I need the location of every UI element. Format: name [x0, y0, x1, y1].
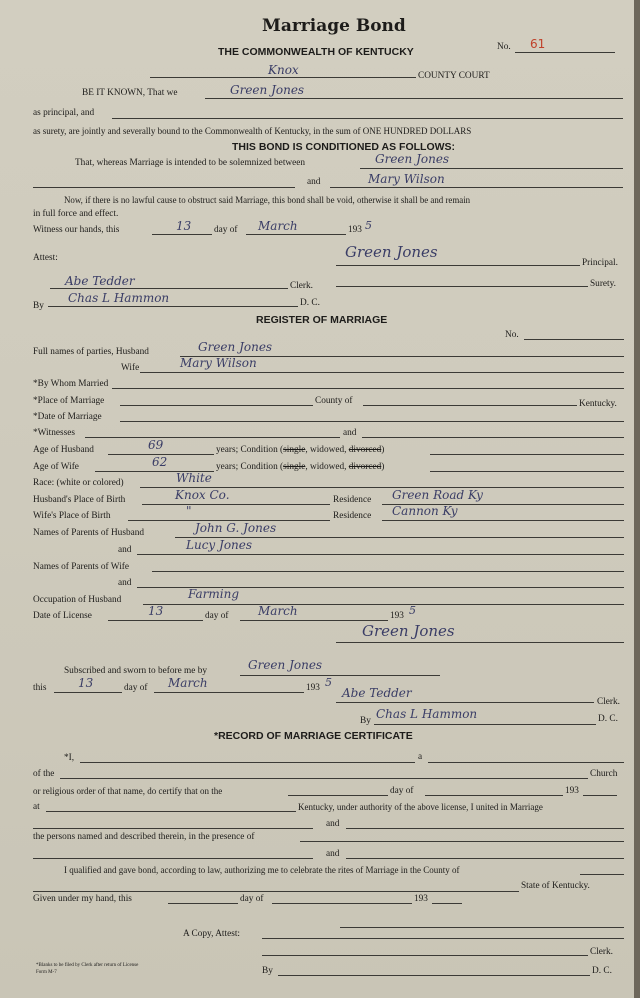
- copy-by-label: By: [262, 966, 273, 976]
- whereas-text: That, whereas Marriage is intended to be solemnized between: [75, 158, 306, 168]
- surety-line: as surety, are jointly and severally bound to the Commonwealth of Kentucky, in the sum of ONE HUNDRED DOLLARS: [33, 126, 472, 136]
- no-label: No.: [497, 42, 511, 52]
- cert-of-the: of the: [33, 769, 55, 779]
- age-husband-label: Age of Husband: [33, 445, 94, 455]
- sub-year-prefix: 193: [306, 683, 320, 693]
- commonwealth-heading: THE COMMONWEALTH OF KENTUCKY: [218, 46, 414, 58]
- given-label: Given under my hand, this: [33, 894, 132, 904]
- wife-residence-label: Residence: [333, 511, 372, 521]
- be-it-known: BE IT KNOWN, That we: [82, 88, 178, 98]
- wife-name: Mary Wilson: [180, 356, 257, 370]
- witnesses-and: and: [343, 428, 357, 438]
- sub-dc-label: D. C.: [598, 714, 618, 724]
- county-value: Knox: [268, 63, 299, 77]
- wife-birth: ": [186, 504, 192, 518]
- bond-number: 61: [530, 37, 546, 51]
- full-names-label: Full names of parties, Husband: [33, 347, 149, 357]
- principal-signature: Green Jones: [345, 243, 438, 261]
- lawful-cause-2: in full force and effect.: [33, 209, 119, 219]
- occupation-value: Farming: [188, 587, 240, 601]
- by-whom-label: *By Whom Married: [33, 379, 109, 389]
- witnesses-label: *Witnesses: [33, 428, 75, 438]
- clerk-signature: Abe Tedder: [65, 274, 135, 288]
- witness-year-prefix: 193: [348, 225, 362, 235]
- witness-day: 13: [176, 219, 192, 233]
- cert-i-label: *I,: [64, 753, 75, 763]
- age-wife: 62: [152, 455, 168, 469]
- cert-and-2: and: [326, 849, 340, 859]
- parents-husband-label: Names of Parents of Husband: [33, 528, 145, 538]
- license-label: Date of License: [33, 611, 92, 621]
- license-month: March: [258, 604, 298, 618]
- witness-year-digit: 5: [365, 219, 372, 232]
- husband-mother: Lucy Jones: [186, 538, 253, 552]
- husband-residence: Green Road Ky: [392, 488, 483, 502]
- cert-persons: the persons named and described therein, in the presence of: [33, 832, 255, 842]
- register-heading: REGISTER OF MARRIAGE: [256, 314, 388, 326]
- husband-name: Green Jones: [198, 340, 273, 354]
- wife-residence: Cannon Ky: [392, 504, 458, 518]
- copy-attest: A Copy, Attest:: [183, 929, 240, 939]
- party2-name: Mary Wilson: [368, 172, 445, 186]
- cert-day-of: day of: [390, 786, 414, 796]
- cert-church: Church: [590, 769, 618, 779]
- cert-and-1: and: [326, 819, 340, 829]
- conditioned-heading: THIS BOND IS CONDITIONED AS FOLLOWS:: [232, 141, 456, 153]
- kentucky-label: Kentucky.: [579, 399, 617, 409]
- county-court-label: COUNTY COURT: [418, 71, 490, 81]
- footnote-line2: Form M-7: [36, 970, 57, 975]
- sub-day: 13: [78, 676, 94, 690]
- sub-day-of: day of: [124, 683, 148, 693]
- wife-birth-label: Wife's Place of Birth: [33, 511, 111, 521]
- single-option: single: [283, 445, 306, 455]
- copy-clerk-label: Clerk.: [590, 947, 613, 957]
- race-value: White: [176, 471, 212, 485]
- subscribed-label: Subscribed and sworn to before me by: [64, 666, 208, 676]
- divorced-option: divorced: [348, 445, 382, 455]
- witness-month: March: [258, 219, 298, 233]
- occupation-label: Occupation of Husband: [33, 595, 122, 605]
- sub-year-digit: 5: [325, 676, 332, 689]
- cert-religious: or religious order of that name, do certify that on the: [33, 786, 223, 796]
- copy-dc-label: D. C.: [592, 966, 612, 976]
- given-day-of: day of: [240, 894, 264, 904]
- witness-prefix: Witness our hands, this: [33, 225, 120, 235]
- subscribed-name: Green Jones: [248, 658, 323, 672]
- as-principal: as principal, and: [33, 108, 95, 118]
- sub-this-label: this: [33, 683, 47, 693]
- widowed-option: , widowed,: [305, 445, 349, 455]
- sub-clerk-label: Clerk.: [597, 697, 620, 707]
- husband-father: John G. Jones: [195, 521, 277, 535]
- clerk-label: Clerk.: [290, 281, 313, 291]
- dc-label: D. C.: [300, 298, 320, 308]
- party1-name: Green Jones: [375, 152, 450, 166]
- county-of-label: County of: [315, 396, 353, 406]
- wife-label: Wife: [121, 363, 140, 373]
- and-label: and: [307, 177, 321, 187]
- cert-at: at: [33, 802, 40, 812]
- license-year-digit: 5: [409, 604, 416, 617]
- place-label: *Place of Marriage: [33, 396, 105, 406]
- surety-label: Surety.: [590, 279, 616, 289]
- cert-a-label: a: [418, 752, 423, 762]
- cert-kentucky-text: Kentucky, under authority of the above license, I united in Marriage: [298, 802, 543, 812]
- attest-label: Attest:: [33, 253, 58, 263]
- license-signature: Green Jones: [362, 622, 455, 640]
- dc-signature: Chas L Hammon: [68, 291, 170, 305]
- license-day-of: day of: [205, 611, 229, 621]
- cert-year: 193: [565, 786, 579, 796]
- sub-clerk-signature: Abe Tedder: [342, 686, 412, 700]
- age-wife-condition: years; Condition (single, widowed, divorced): [216, 462, 385, 472]
- given-year: 193: [414, 894, 428, 904]
- date-of-marriage-label: *Date of Marriage: [33, 412, 102, 422]
- husband-parents-and: and: [118, 545, 132, 555]
- age-husband: 69: [148, 438, 164, 452]
- sub-by-label: By: [360, 716, 371, 726]
- sub-month: March: [168, 676, 208, 690]
- register-no-label: No.: [505, 330, 519, 340]
- wife-parents-and: and: [118, 578, 132, 588]
- license-day: 13: [148, 604, 164, 618]
- parents-wife-label: Names of Parents of Wife: [33, 562, 130, 572]
- sub-dc-signature: Chas L Hammon: [376, 707, 478, 721]
- race-label: Race: (white or colored): [33, 478, 124, 488]
- principal-label: Principal.: [582, 258, 618, 268]
- witness-day-of: day of: [214, 225, 238, 235]
- husband-residence-label: Residence: [333, 495, 372, 505]
- footnote-line1: *Blanks to be filed by Clerk after return of License: [36, 963, 139, 968]
- document-title: Marriage Bond: [262, 16, 406, 36]
- husband-birth-label: Husband's Place of Birth: [33, 495, 126, 505]
- license-year-prefix: 193: [390, 611, 404, 621]
- husband-birth: Knox Co.: [175, 488, 230, 502]
- age-wife-label: Age of Wife: [33, 462, 79, 472]
- page-edge: [634, 0, 640, 998]
- cert-bond: I qualified and gave bond, according to law, authorizing me to celebrate the rites of Marriage in the County of: [64, 865, 460, 875]
- cert-state: State of Kentucky.: [521, 881, 590, 891]
- years-condition-text: years; Condition (: [216, 445, 284, 455]
- lawful-cause-1: Now, if there is no lawful cause to obstruct said Marriage, this bond shall be void, otherwise it shall be and remain: [64, 195, 471, 205]
- principal-name: Green Jones: [230, 83, 305, 97]
- record-heading: *RECORD OF MARRIAGE CERTIFICATE: [214, 730, 413, 742]
- by-label: By: [33, 301, 44, 311]
- age-husband-condition: years; Condition (single, widowed, divorced): [216, 445, 385, 455]
